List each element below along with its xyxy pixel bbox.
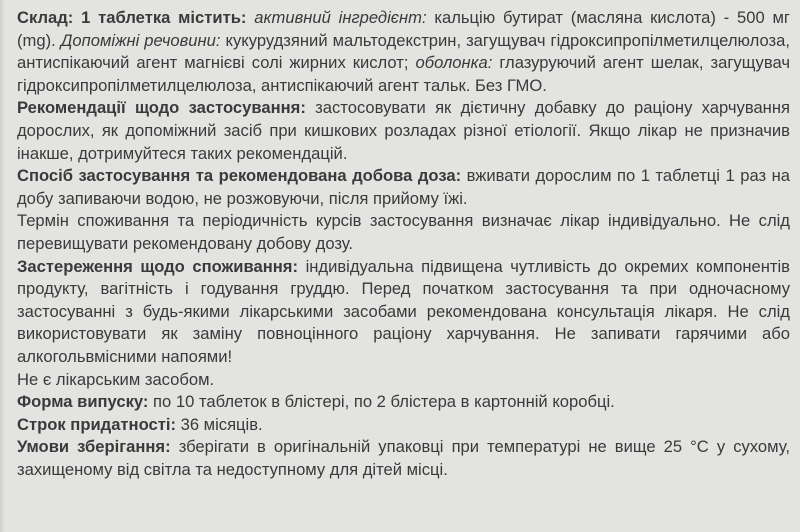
shelf-life-text: 36 місяців. [180,414,263,434]
shell-text: глазуруючий агент шелак, загущувач гідроксипропілметилцелюлоза, антиспікаючий агент тальк. Без ГМО. [17,53,790,95]
recommendations-text: застосовувати як дієтичну добавку до раціону харчування дорослих, як допоміжний засіб при кишкових розладах різної етіології. Якщо лікар не призначив інакше, дотримуйтеся таких рекомендацій. [17,98,790,163]
auxiliary-substances-text: кукурудзяний мальтодекстрин, загущувач гідроксипропілметилцелюлоза, антиспікаючий агент магнієві солі жирних кислот; [17,30,790,73]
form-paragraph [17,391,790,414]
dosage-duration-paragraph: Термін споживання та періодичність курсів застосування визначає лікар індивідуально. Не слід перевищувати рекомендовану добову дозу. [17,211,790,253]
not-medicine-note: Не є лікарським засобом. [17,369,215,389]
storage-paragraph [17,436,790,481]
storage-text: зберігати в оригінальній упаковці при температурі не вище 25 °С у сухому, захищеному від світла та недоступному для дітей місці. [17,437,790,479]
dosage-text: вживати дорослим по 1 таблетці 1 раз на добу запиваючи водою, не розжовуючи, після прийому їжі. [17,166,790,208]
recommendations-paragraph [17,97,790,165]
shelf-life-paragraph [17,414,790,437]
composition-paragraph [17,7,790,97]
warnings-paragraph [17,256,790,369]
label-edge-shadow [0,0,5,532]
warnings-text: індивідуальна підвищена чутливість до окремих компонентів продукту, вагітність і годування груддю. Перед початком застосування та при одночасному застосуванні з будь-якими лікарськими засобами рекомендована консультація лікаря. Не слід використовувати як заміну повноцінного раціону харчування. Не запивати гарячими або алкогольвмісними напоями! [17,256,790,366]
composition-label: Склад: 1 таблетка містить: [17,8,247,27]
active-ingredient-text: кальцію бутират (масляна кислота) - 500 мг (mg). [17,8,790,50]
storage-label: Умови зберігання: [17,437,171,457]
form-label: Форма випуску: [17,392,149,412]
recommendations-label: Рекомендації щодо застосування: [17,98,306,118]
shelf-life-label: Строк придатності: [17,414,176,434]
dosage-label: Спосіб застосування та рекомендована добова доза: [17,166,462,186]
dosage-paragraph [17,165,790,210]
form-text: по 10 таблеток в блістері, по 2 блістера в картонній коробці. [153,392,615,412]
warnings-label: Застереження щодо споживання: [17,256,298,276]
active-ingredient-label: активний інгредієнт: [254,8,427,27]
shell-label: оболонка: [415,53,493,73]
auxiliary-substances-label: Допоміжні речовини: [60,30,221,50]
